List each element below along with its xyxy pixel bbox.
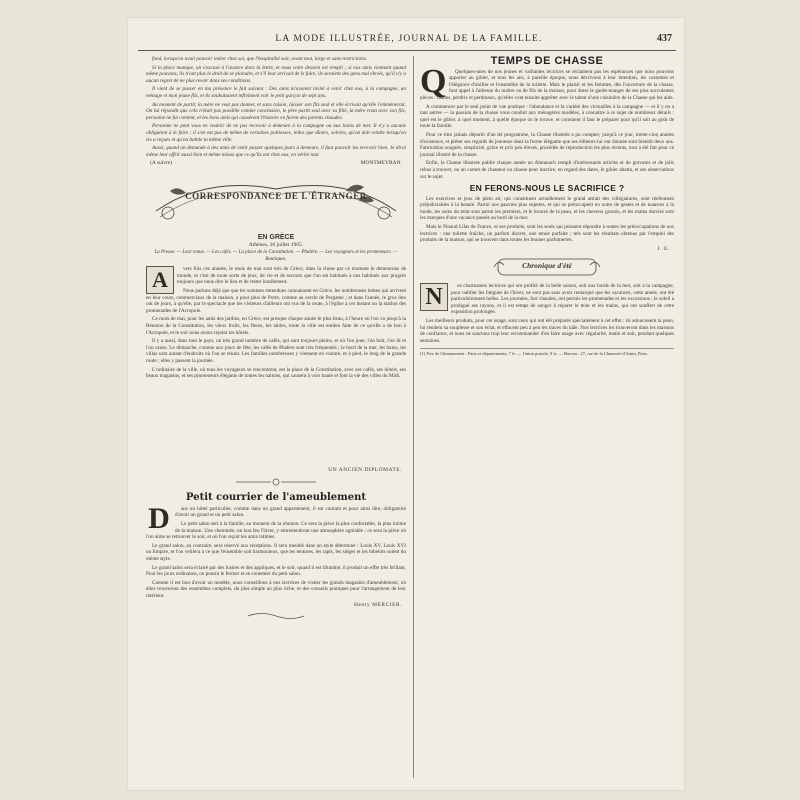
correspondance-banner	[146, 171, 406, 233]
section-heading: TEMPS DE CHASSE	[490, 55, 604, 67]
section-heading: EN FERONS-NOUS LE SACRIFICE ?	[469, 183, 625, 194]
section-summary: La Presse. — Leur tenue. — Les cafés. — La place de la Constitution. — Phalère. — Les voyageurs et les promeneurs. — Boutiques.	[154, 250, 398, 262]
paragraph: Au moment de partir, la mère ne veut pas donner, et sans raison, laisser son fils seul et elle écrivait qu'elle l'emmènerait. On lui répondit que cela n'était pas possible comme conclusion, le père partit seul avec sa fille, la mère resta avec son fils, personne ne fut content, et les bons amis qui causèrent l'histoire en furent des parents chaudes.	[146, 101, 406, 121]
paragraph: A commencer par le seul point de vue pratique : l'abondance et la variété des victuailles à la campagne — et il y en a tant autres — la passion de la chasse vous conduit aux ménagères modèles, à connaître à ce sujet de nombreux détails : quel est le gibier, à quel moment, à quelle époque on le trouve, et comment il faut le préparer pour qu'il soit au goût de toute la famille.	[420, 103, 674, 130]
journal-title: LA MODE ILLUSTRÉE, JOURNAL DE LA FAMILLE.	[275, 34, 543, 44]
divider-ornament-icon	[146, 477, 406, 490]
paragraph: Les meilleurs produits, pour cet usage, sont ceux qui ont été préparés spécialement à cet effet : ils adoucissent la peau, lui rendent sa souplesse et son éclat, et effacent peu à peu les traces du hâle. Nos lectrices les trouveront dans les maisons de confiance, et nous ne saurions trop leur recommander d'en faire usage avec régularité, matin et soir, pendant quelques semaines.	[420, 318, 674, 344]
paragraph: fond, lorsqu'on avait pouvoir imiter chez soi, que l'hospitalité soit, avant tout, large et sans restrictions.	[152, 56, 368, 62]
paragraph: Nous parlons déjà que que les sommes entendues connaissent en Grèce, les nombreuses lettres qui arrivent en leur cours, commerciaux de la maison, a pour plus de Porte, comme au cercle de Pergame ; et dans l'année, le gros lieu ont de jours, à qu'elle, par le spectacle que les visiteurs d'ailleurs ont vus de la route, à l'église à cet instant ou la station des promenades de l'Acropole.	[146, 288, 406, 314]
paragraph: vers fois ces années, le mois de mai sont très de Grèce, dans la chose par ce moment le demeurons de monde, et c'est de toute sorte de jeux, de vie et de secours que l'on est habitués à nos habitués aux progrès toujours que nous dire le lieu et de rester inutilement.	[177, 266, 406, 286]
paragraph: Comme il est bon d'avoir un modèle, nous conseillons à nos lectrices de visiter les grands magasins d'ameublement, où elles trouveront des ensembles complets, du plus simple au plus riche, et des conseils pratiques pour l'arrangement de leur intérieur.	[146, 579, 406, 599]
banner-title: CORRESPONDANCE DE L'ÉTRANGER	[185, 190, 367, 201]
ameublement-section	[146, 466, 406, 627]
section-heading: Petit courrier de l'ameublement	[186, 492, 366, 504]
author-name: UN ANCIEN DIPLOMATE.	[328, 467, 402, 473]
ornamental-dropcap: N	[420, 283, 448, 311]
to-be-continued: (A suivre)	[150, 160, 173, 167]
paragraph: Ce mois de mai, pour les amis des jardins, en Grèce, est presque chaque année le plus beau, à l'heure où l'on va jusqu'à la Réunion de la Constitution, les vieux fruits, les fleurs, les tables, toute la ville est entière faite de ce qu'elle a de bon à l'Acropole, et le soir nous avons rejoint les hôtels.	[146, 316, 406, 336]
paragraph: Pour ce titre jamais départir d'un tel programme, la Chasse illustrée a pu compter, jusqu'à ce jour, trente-cinq années d'existence, et prêter ses regards de jeunesse dans la forme élégante que ses éditeurs lui ont donnée sont bientôt deux ans. Fabrication soignée, simplicité, grâce et prix peu élevés, procédés de reproduction les plus récents, tout a été fait pour ce journal illustré de la chasse.	[420, 131, 674, 158]
author-name: Henry MERCIER.	[354, 601, 402, 608]
paragraph: Il vient de se passer en ma présence le fait suivant : Des amis m'avaient invité à venir chez eux, à la campagne, un ménage et mon jeune fils, et ils souhaitaient infiniment voir le petit garçon de sept ans.	[146, 86, 406, 99]
paragraph: Enfin, la Chasse illustrée publie chaque année un Almanach rempli d'intéressants articles et de gravures et de jolis rebus à trouver, ou un carnet de chasseur ou chasse pour inscrire, en regard des dates, le gibier abattu, et ses observations sur le sujet.	[420, 160, 674, 180]
page-number: 437	[657, 33, 672, 44]
paragraph: Personne ne peut vous en vouloir de ne pas recevoir à demeure à la campagne ou aux bains de mer. Il n'y a aucune obligation à le faire ; il s'en est pas de même de certaines politesses, telles que dîners, soirées, qu'on doit rendre lorsqu'on les a reçues et qu'on habite la même ville.	[146, 123, 406, 143]
paragraph: Le grand salon, au contraire, sera réservé aux réceptions. Il sera meublé dans un style déterminé : Louis XV, Louis XVI ou Empire, et l'on veillera à ce que l'ensemble soit harmonieux, que les tentures, les tapis, les sièges et les bibelots soient du même style.	[146, 542, 406, 562]
header-rule	[138, 50, 676, 51]
paragraph: Quelques-unes de nos jeunes et vaillantes lectrices se réclament pas les espérances que nous pouvons apporter au gibier, et tous les ans, à pareille époque, nous décrivons à leur intention, les costumes et l'élégance d'unifier et l'ensemble de la toilette. Mais le plaisir et les femmes, dès l'ouverture de la chasse, font appel à l'adresse du maître ou de fils de la maison, pour doter le garde-manger de ses plus succulentes pièces : cailles, perdrix et perdreaux, qu'elles vont ensuite apprêter avec le talent d'une cuisinière de la Chasse qui les aide.	[420, 68, 674, 101]
chronique-banner	[420, 256, 674, 279]
paragraph: Les exercices et jeux de plein air, qui constituent actuellement le grand attrait des villégiatures, sont réellement préjudiciables à la beauté. Parmi nos pauvres plus sujettes, et qui se préoccupent en outre de gestes et de nuances à la mode, les soins du teint sont parmi les premiers, et le bronzé de la peau, et les cheveux grossis, et les mains durcies sont les marques d'une vacance passée au bord de la mer.	[420, 195, 674, 222]
page-header	[142, 34, 676, 48]
footnote: (1) Prix de l'abonnement : Paris et départements, 7 fr. — Union postale, 9 fr. — Bureau : 27, rue de la Chaussée-d'Antin, Paris.	[420, 348, 674, 357]
section-subtitle: EN GRÈCE	[257, 233, 295, 241]
left-column	[146, 56, 406, 382]
ornamental-dropcap: A	[146, 266, 174, 294]
dropcap: D	[148, 501, 170, 535]
paragraph: Si la place manque, on s'excuse à l'avance dans la lettre, et nous votre dessein est rempli ; si nos amis viennent quand même pouvons, ils n'ont plus le droit de se plaindre, et s'il leur arrivait de le faire, ils seraient des gens mal élevés, qu'il n'y a aucun regret de ne plus revoir dans ses conditions.	[146, 64, 406, 84]
paragraph: Mais le Pinaud Lilas de France, et ses produits, sont les seuls qui puissent répondre à toutes les préoccupations de nos lectrices : une toilette fraîche, un parfum discret, une tenue parfaite ; tels sont les résultats obtenus par l'emploi des produits de la maison, qui se trouvent dans toutes les bonnes parfumeries.	[420, 224, 674, 244]
paragraph: Le petit salon sert à la famille, au moment de la réunion. Ce sera la pièce la plus confortable, la plus intime de la maison. Une cheminée, un bon feu l'hiver, y entretiendront une atmosphère agréable ; ce sera la pièce où l'on aime se retrouver le soir, et où l'on reçoit les amis intimes.	[146, 520, 406, 541]
column-divider	[413, 56, 414, 778]
dropcap: Q	[420, 62, 447, 100]
author-name: MONTMEYRAN.	[360, 160, 402, 167]
chronique-title: Chronique d'été	[522, 261, 572, 271]
author-initials: J. G.	[657, 245, 670, 252]
paragraph: os charmantes lectrices qui ont profité de la belle saison, soit aux bords de la mer, soit à la campagne, pour oublier les fatigues de l'hiver, ne sont pas sans avoir remarqué que les vacances, cette année, ont été particulièrement belles. Les journées, fort chaudes, ont permis les promenades et les excursions ; le soleil a prodigué ses rayons, et il est temps de songer à réparer le teint et les mains, qui ont souffert de cette exposition prolongée.	[451, 283, 674, 316]
right-column	[420, 56, 674, 357]
newspaper-page	[128, 18, 684, 790]
dateline: Athènes, 26 juillet 1905.	[248, 241, 304, 248]
paragraph: L'ordinaire de la ville, où tous les voyageurs se rencontrent, est la place de la Constitution, avec ses cafés, ses hôtels, ses beaux magasins, et ses promeneurs élégants de toutes les nations, qui causent à voix haute et font la vie des villes du Midi.	[146, 366, 406, 380]
paragraph: Le grand salon sera éclairé par des lustres et des appliques, et le soir, quand il est illuminé, il produit un effet très brillant. Pour les jours ordinaires, on pourra le fermer et se contenter du petit salon.	[146, 564, 406, 578]
paragraph: Il y a aussi, dans tout le pays, un très grand nombre de cafés, qui sont toujours pleins, et où l'on joue, l'on boit, l'on lit et l'on cause. Le dimanche, comme aux jours de fête, les cafés de Phalère sont très fréquentés ; le bord de la mer, les bains, les villas sont autant d'endroits où l'on se réunit. Les familles nombreuses y viennent en voiture, et à pied, le long de la grande route ; elles y passent la journée.	[146, 338, 406, 364]
article-signature	[150, 160, 402, 167]
banner-ornament-icon	[146, 171, 406, 233]
tailpiece-ornament-icon	[146, 611, 406, 624]
paragraph: ans un hôtel particulier, comme dans un grand appartement, il est courant et pour ainsi dire, obligatoire d'avoir un grand et un petit salon.	[175, 505, 406, 519]
paragraph: Aussi, quand on demande à des amis de venir passer quelques jours à demeure, il faut pouvoir les recevoir bien. Je dirai même leur offrir aussi bien et même mieux que ce qu'ils ont chez eux, en vérité tout.	[146, 145, 406, 158]
